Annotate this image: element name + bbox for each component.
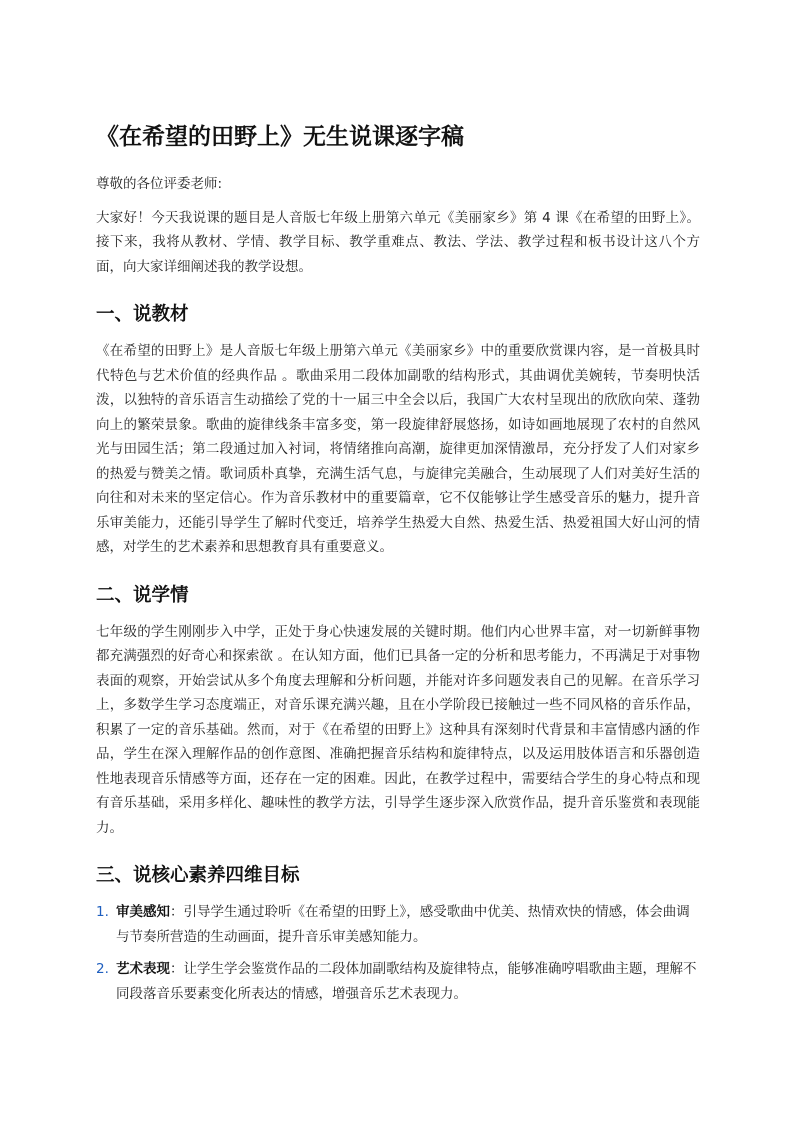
document-title: 《在希望的田野上》无生说课逐字稿 bbox=[96, 124, 464, 150]
intro-paragraph: 大家好！今天我说课的题目是人音版七年级上册第六单元《美丽家乡》第 4 课《在希望的田野上》。接下来，我将从教材、学情、教学目标、教学重难点、教法、学法、教学过程和板书设计这八个方面，向大家详细阐述我的教学设想。 bbox=[96, 209, 700, 275]
section-paragraph: 《在希望的田野上》是人音版七年级上册第六单元《美丽家乡》中的重要欣赏课内容，是一首极具时代特色与艺术价值的经典作品 。歌曲采用二段体加副歌的结构形式，其曲调优美婉转，节奏明快活泼，以独特的音乐语言生动描绘了党的十一届三中全会以后，我国广大农村呈现出的欣欣向荣、蓬勃向上的繁荣景象。歌曲的旋律线条丰富多变，第一段旋律舒展悠扬，如诗如画地展现了农村的自然风光与田园生活；第二段通过加入衬词，将情绪推向高潮，旋律更加深情激昂，充分抒发了人们对家乡的热爱与赞美之情。歌词质朴真挚，充满生活气息，与旋律完美融合，生动展现了人们对美好生活的向往和对未来的坚定信心。作为音乐教材中的重要篇章，它不仅能够让学生感受音乐的魅力，提升音乐审美能力，还能引导学生了解时代变迁，培养学生热爱大自然、热爱生活、热爱祖国大好山河的情感，对学生的艺术素养和思想教育具有重要意义。 bbox=[96, 343, 700, 555]
section-heading: 一、说教材 bbox=[96, 304, 189, 325]
greeting: 尊敬的各位评委老师: bbox=[96, 176, 223, 192]
goal-label: 艺术表现 bbox=[116, 961, 170, 977]
section-heading: 三、说核心素养四维目标 bbox=[96, 865, 300, 886]
goal-label: 审美感知 bbox=[116, 904, 170, 920]
section-paragraph: 七年级的学生刚刚步入中学，正处于身心快速发展的关键时期。他们内心世界丰富，对一切新鲜事物都充满强烈的好奇心和探索欲 。在认知方面，他们已具备一定的分析和思考能力，不再满足于对事物表面的观察，开始尝试从多个角度去理解和分析问题，并能对许多问题发表自己的见解。在音乐学习上，多数学生学习态度端正，对音乐课充满兴趣，且在小学阶段已接触过一些不同风格的音乐作品，积累了一定的音乐基础。然而，对于《在希望的田野上》这种具有深刻时代背景和丰富情感内涵的作品，学生在深入理解作品的创作意图、准确把握音乐结构和旋律特点，以及运用肢体语言和乐器创造性地表现音乐情感等方面，还存在一定的困难。因此，在教学过程中，需要结合学生的身心特点和现有音乐基础，采用多样化、趣味性的教学方法，引导学生逐步深入欣赏作品，提升音乐鉴赏和表现能力。 bbox=[96, 623, 700, 836]
goal-number: 1. bbox=[96, 904, 109, 920]
goal-item bbox=[96, 957, 700, 1006]
section-heading: 二、说学情 bbox=[96, 584, 189, 606]
section-textbook bbox=[96, 301, 700, 560]
goal-number: 2. bbox=[96, 961, 109, 977]
goal-list bbox=[96, 900, 700, 1006]
section-student-analysis bbox=[96, 582, 700, 841]
goal-text: ：让学生学会鉴赏作品的二段体加副歌结构及旋律特点，能够准确哼唱歌曲主题，理解不同段落音乐要素变化所表达的情感，增强音乐艺术表现力。 bbox=[116, 961, 697, 1002]
goal-item bbox=[96, 900, 700, 949]
section-core-goals bbox=[96, 862, 700, 1006]
goal-text: ：引导学生通过聆听《在希望的田野上》，感受歌曲中优美、热情欢快的情感，体会曲调与节奏所营造的生动画面，提升音乐审美感知能力。 bbox=[116, 904, 690, 945]
document-page bbox=[96, 120, 700, 1014]
